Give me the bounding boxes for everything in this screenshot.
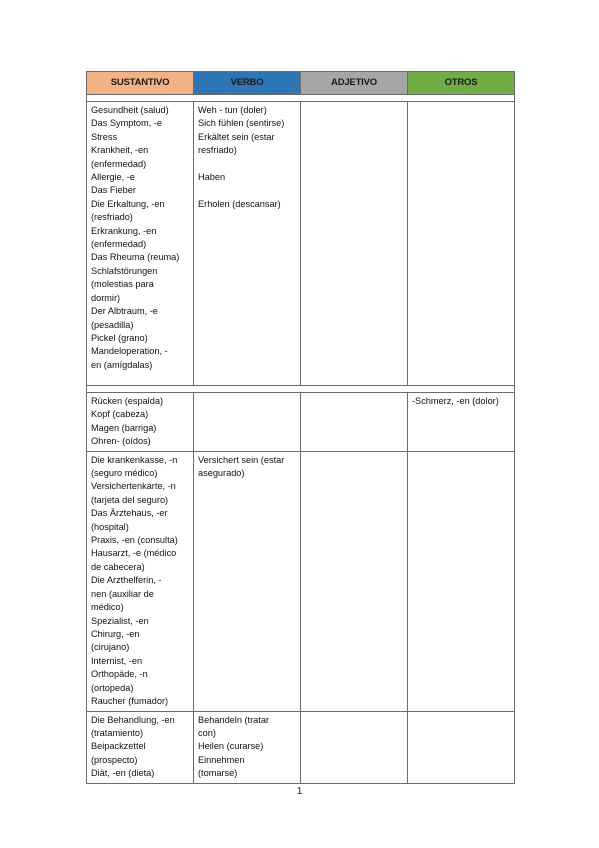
table-row — [87, 102, 515, 386]
cell-adjetivo — [301, 102, 408, 386]
page-number: 1 — [296, 786, 303, 797]
cell-otros — [408, 711, 515, 783]
cell-sustantivo: Die krankenkasse, -n (seguro médico) Versichertenkarte, -n (tarjeta del seguro) Das Ärztehaus, -er (hospital) Praxis, -en (consulta) Hausarzt, -e (médico de cabecera) Die Arzthelferin, - nen (auxiliar de médico) Spezialist, -en Chirurg, -en (cirujano) Internist, -en Orthopäde, -n (ortopeda) Raucher (fumador) — [87, 451, 194, 711]
cell-sustantivo: Rücken (espalda) Kopf (cabeza) Magen (barriga) Ohren- (oídos) — [87, 393, 194, 452]
header-spacer — [87, 95, 515, 102]
header-sustantivo: SUSTANTIVO — [87, 72, 194, 95]
cell-adjetivo — [301, 393, 408, 452]
cell-verbo: Versichert sein (estar asegurado) — [194, 451, 301, 711]
cell-verbo: Weh - tun (doler) Sich fühlen (sentirse) Erkältet sein (estar resfriado) Haben Erholen (descansar) — [194, 102, 301, 386]
cell-verbo — [194, 393, 301, 452]
header-otros: OTROS — [408, 72, 515, 95]
cell-otros: -Schmerz, -en (dolor) — [408, 393, 515, 452]
vocabulary-table — [86, 71, 515, 784]
header-adjetivo: ADJETIVO — [301, 72, 408, 95]
table-row — [87, 711, 515, 783]
cell-otros — [408, 451, 515, 711]
table-row — [87, 451, 515, 711]
header-row — [87, 72, 515, 95]
cell-verbo: Behandeln (tratar con) Heilen (curarse) Einnehmen (tomarse) — [194, 711, 301, 783]
cell-sustantivo: Gesundheit (salud) Das Symptom, -e Stress Krankheit, -en (enfermedad) Allergie, -e Das Fieber Die Erkaltung, -en (resfriado) Erkrankung, -en (enfermedad) Das Rheuma (reuma) Schlafstörungen (molestias para dormir) Der Albtraum, -e (pesadilla) Pickel (grano) Mandeloperation, - en (amígdalas) — [87, 102, 194, 386]
cell-otros — [408, 102, 515, 386]
cell-adjetivo — [301, 451, 408, 711]
table-row — [87, 393, 515, 452]
cell-adjetivo — [301, 711, 408, 783]
row-spacer — [87, 386, 515, 393]
cell-sustantivo: Die Behandlung, -en (tratamiento) Beipackzettel (prospecto) Diät, -en (dieta) — [87, 711, 194, 783]
header-verbo: VERBO — [194, 72, 301, 95]
